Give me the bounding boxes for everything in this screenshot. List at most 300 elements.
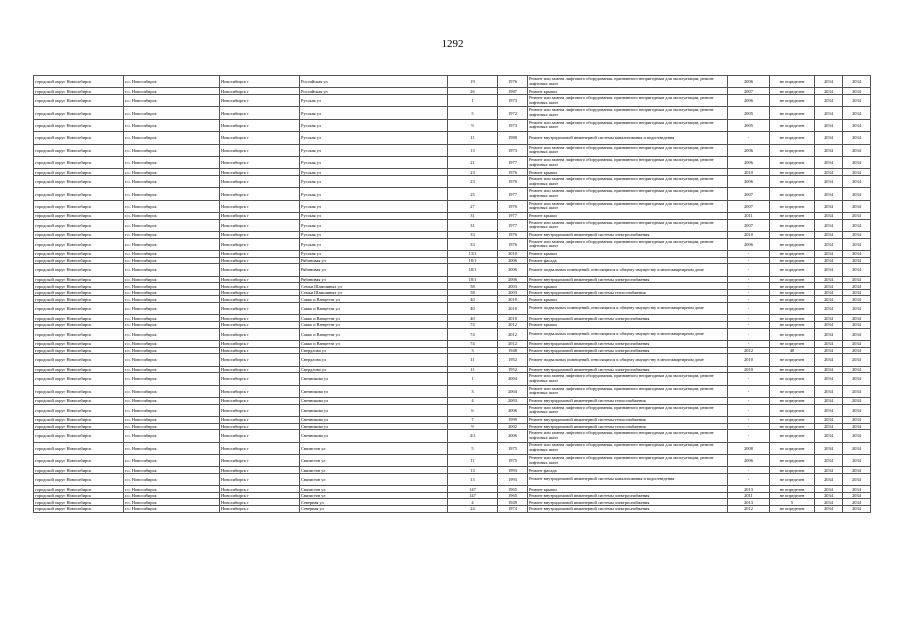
work-type-cell: Ремонт внутридомовой инженерной системы электроснабжения (528, 366, 728, 373)
plan-end-cell: 2034 (843, 257, 871, 264)
last-repair-year-cell: 2008 (728, 442, 770, 454)
street-cell: Свечникова ул (300, 404, 448, 416)
settlement-cell: г.о. Новосибирск (124, 232, 220, 239)
build-year-cell: 2010 (498, 251, 528, 258)
last-repair-year-cell: 2013 (728, 486, 770, 493)
municipality-cell: городской округ Новосибирск (34, 492, 124, 499)
table-row (34, 76, 871, 88)
plan-start-cell: 2034 (815, 88, 843, 95)
last-repair-year-cell: 2006 (728, 238, 770, 250)
wear-cell: не определен (770, 276, 815, 283)
wear-cell: не определен (770, 303, 815, 315)
last-repair-year-cell: - (728, 340, 770, 347)
city-cell: Новосибирск г (220, 264, 300, 276)
plan-start-cell: 2034 (815, 107, 843, 119)
street-cell: Свечникова ул (300, 423, 448, 430)
city-cell: Новосибирск г (220, 340, 300, 347)
house-number-cell: 25 (448, 188, 498, 200)
settlement-cell: г.о. Новосибирск (124, 251, 220, 258)
last-repair-year-cell: 2011 (728, 492, 770, 499)
wear-cell: не определен (770, 423, 815, 430)
build-year-cell: 2003 (498, 283, 528, 290)
last-repair-year-cell: - (728, 373, 770, 385)
municipality-cell: городской округ Новосибирск (34, 296, 124, 303)
build-year-cell: 1976 (498, 200, 528, 212)
house-number-cell: 40 (448, 296, 498, 303)
build-year-cell: 2010 (498, 303, 528, 315)
work-type-cell: Ремонт или замена лифтового оборудования, признанного непригодным для эксплуатации, ремонт лифтовых шахт (528, 76, 728, 88)
last-repair-year-cell: - (728, 303, 770, 315)
city-cell: Новосибирск г (220, 454, 300, 466)
house-number-cell: 147 (448, 492, 498, 499)
municipality-cell: городской округ Новосибирск (34, 499, 124, 506)
settlement-cell: г.о. Новосибирск (124, 107, 220, 119)
work-type-cell: Ремонт или замена лифтового оборудования, признанного непригодным для эксплуатации, ремонт лифтовых шахт (528, 94, 728, 106)
house-number-cell: 18/1 (448, 264, 498, 276)
wear-cell: не определен (770, 188, 815, 200)
work-type-cell: Ремонт или замена лифтового оборудования, признанного непригодным для эксплуатации, ремонт лифтовых шахт (528, 373, 728, 385)
build-year-cell: 1948 (498, 347, 528, 354)
table-row (34, 315, 871, 322)
city-cell: Новосибирск г (220, 442, 300, 454)
municipality-cell: городской округ Новосибирск (34, 76, 124, 88)
city-cell: Новосибирск г (220, 416, 300, 423)
municipality-cell: городской округ Новосибирск (34, 423, 124, 430)
plan-end-cell: 2034 (843, 486, 871, 493)
build-year-cell: 1976 (498, 238, 528, 250)
last-repair-year-cell: - (728, 404, 770, 416)
plan-end-cell: 2034 (843, 385, 871, 397)
build-year-cell: 2006 (498, 404, 528, 416)
plan-end-cell: 2034 (843, 238, 871, 250)
build-year-cell: 2003 (498, 397, 528, 404)
wear-cell: не определен (770, 76, 815, 88)
table-row (34, 328, 871, 340)
settlement-cell: г.о. Новосибирск (124, 442, 220, 454)
build-year-cell: 1965 (498, 486, 528, 493)
wear-cell: не определен (770, 94, 815, 106)
municipality-cell: городской округ Новосибирск (34, 264, 124, 276)
last-repair-year-cell: - (728, 328, 770, 340)
plan-start-cell: 2034 (815, 354, 843, 366)
plan-start-cell: 2034 (815, 467, 843, 474)
table-row (34, 467, 871, 474)
wear-cell: не определен (770, 430, 815, 442)
last-repair-year-cell: 2010 (728, 232, 770, 239)
table-row (34, 303, 871, 315)
work-type-cell: Ремонт внутридомовой инженерной системы электроснабжения (528, 232, 728, 239)
street-cell: Свердлова ул (300, 347, 448, 354)
wear-cell: не определен (770, 315, 815, 322)
wear-cell: не определен (770, 442, 815, 454)
municipality-cell: городской округ Новосибирск (34, 473, 124, 485)
street-cell: Русская ул (300, 94, 448, 106)
work-type-cell: Ремонт или замена лифтового оборудования, признанного непригодным для эксплуатации, ремонт лифтовых шахт (528, 238, 728, 250)
street-cell: Русская ул (300, 119, 448, 131)
settlement-cell: г.о. Новосибирск (124, 169, 220, 176)
settlement-cell: г.о. Новосибирск (124, 492, 220, 499)
settlement-cell: г.о. Новосибирск (124, 385, 220, 397)
table-row (34, 107, 871, 119)
plan-end-cell: 2034 (843, 119, 871, 131)
house-number-cell: 18/1 (448, 257, 498, 264)
settlement-cell: г.о. Новосибирск (124, 423, 220, 430)
house-number-cell: 19 (448, 76, 498, 88)
plan-end-cell: 2034 (843, 88, 871, 95)
house-number-cell: 74 (448, 322, 498, 329)
settlement-cell: г.о. Новосибирск (124, 94, 220, 106)
plan-end-cell: 2034 (843, 328, 871, 340)
plan-start-cell: 2034 (815, 132, 843, 144)
municipality-cell: городской округ Новосибирск (34, 132, 124, 144)
house-number-cell: 13 (448, 473, 498, 485)
last-repair-year-cell: - (728, 264, 770, 276)
street-cell: Русская ул (300, 144, 448, 156)
wear-cell: 5 (770, 499, 815, 506)
street-cell: Рябиновая ул (300, 276, 448, 283)
last-repair-year-cell: - (728, 315, 770, 322)
plan-end-cell: 2034 (843, 232, 871, 239)
municipality-cell: городской округ Новосибирск (34, 430, 124, 442)
plan-end-cell: 2034 (843, 366, 871, 373)
house-number-cell: 4 (448, 397, 498, 404)
street-cell: Свердлова ул (300, 366, 448, 373)
city-cell: Новосибирск г (220, 506, 300, 513)
settlement-cell: г.о. Новосибирск (124, 499, 220, 506)
work-type-cell: Ремонт или замена лифтового оборудования, признанного непригодным для эксплуатации, ремонт лифтовых шахт (528, 200, 728, 212)
work-type-cell: Ремонт или замена лифтового оборудования, признанного непригодным для эксплуатации, ремонт лифтовых шахт (528, 175, 728, 187)
wear-cell: не определен (770, 454, 815, 466)
table-row (34, 119, 871, 131)
work-type-cell: Ремонт крыши (528, 322, 728, 329)
work-type-cell: Ремонт или замена лифтового оборудования, признанного непригодным для эксплуатации, ремонт лифтовых шахт (528, 156, 728, 168)
work-type-cell: Ремонт внутридомовой инженерной системы электроснабжения (528, 315, 728, 322)
build-year-cell: 1976 (498, 175, 528, 187)
plan-end-cell: 2034 (843, 188, 871, 200)
street-cell: Свечникова ул (300, 373, 448, 385)
build-year-cell: 2006 (498, 430, 528, 442)
city-cell: Новосибирск г (220, 354, 300, 366)
work-type-cell: Ремонт или замена лифтового оборудования, признанного непригодным для эксплуатации, ремонт лифтовых шахт (528, 219, 728, 231)
table-row (34, 289, 871, 296)
street-cell: Русская ул (300, 251, 448, 258)
build-year-cell: 2003 (498, 289, 528, 296)
table-row (34, 213, 871, 220)
wear-cell: не определен (770, 119, 815, 131)
settlement-cell: г.о. Новосибирск (124, 303, 220, 315)
house-number-cell: 147 (448, 486, 498, 493)
build-year-cell: 1976 (498, 232, 528, 239)
table-row (34, 397, 871, 404)
wear-cell: не определен (770, 506, 815, 513)
work-type-cell: Ремонт или замена лифтового оборудования, признанного непригодным для эксплуатации, ремонт лифтовых шахт (528, 385, 728, 397)
work-type-cell: Ремонт или замена лифтового оборудования, признанного непригодным для эксплуатации, ремонт лифтовых шахт (528, 119, 728, 131)
build-year-cell: 1973 (498, 144, 528, 156)
plan-end-cell: 2034 (843, 322, 871, 329)
last-repair-year-cell: - (728, 276, 770, 283)
build-year-cell: 1993 (498, 467, 528, 474)
last-repair-year-cell: 2007 (728, 219, 770, 231)
street-cell: Связистов ул (300, 454, 448, 466)
house-number-cell: 74 (448, 328, 498, 340)
last-repair-year-cell: 2006 (728, 454, 770, 466)
city-cell: Новосибирск г (220, 200, 300, 212)
work-type-cell: Ремонт крыши (528, 88, 728, 95)
plan-start-cell: 2034 (815, 119, 843, 131)
last-repair-year-cell: 2010 (728, 354, 770, 366)
municipality-cell: городской округ Новосибирск (34, 404, 124, 416)
street-cell: Русская ул (300, 200, 448, 212)
city-cell: Новосибирск г (220, 347, 300, 354)
plan-end-cell: 2034 (843, 76, 871, 88)
street-cell: Русская ул (300, 156, 448, 168)
work-type-cell: Ремонт или замена лифтового оборудования, признанного непригодным для эксплуатации, ремонт лифтовых шахт (528, 144, 728, 156)
last-repair-year-cell: 2010 (728, 169, 770, 176)
table-row (34, 251, 871, 258)
municipality-cell: городской округ Новосибирск (34, 200, 124, 212)
house-number-cell: 3 (448, 347, 498, 354)
house-number-cell: 1 (448, 94, 498, 106)
wear-cell: не определен (770, 404, 815, 416)
street-cell: Связистов ул (300, 486, 448, 493)
plan-end-cell: 2034 (843, 404, 871, 416)
city-cell: Новосибирск г (220, 328, 300, 340)
street-cell: Русская ул (300, 175, 448, 187)
wear-cell: не определен (770, 175, 815, 187)
house-number-cell: 13/1 (448, 251, 498, 258)
street-cell: Сакко и Ванцетти ул (300, 340, 448, 347)
build-year-cell: 1976 (498, 76, 528, 88)
street-cell: Семьи Шамшиных ул (300, 289, 448, 296)
plan-end-cell: 2034 (843, 423, 871, 430)
last-repair-year-cell: 2012 (728, 506, 770, 513)
table-row (34, 175, 871, 187)
wear-cell: не определен (770, 283, 815, 290)
build-year-cell: 1993 (498, 473, 528, 485)
work-type-cell: Ремонт крыши (528, 296, 728, 303)
city-cell: Новосибирск г (220, 430, 300, 442)
street-cell: Рябиновая ул (300, 257, 448, 264)
build-year-cell: 1977 (498, 188, 528, 200)
settlement-cell: г.о. Новосибирск (124, 486, 220, 493)
wear-cell: не определен (770, 88, 815, 95)
work-type-cell: Ремонт внутридомовой инженерной системы электроснабжения (528, 506, 728, 513)
plan-start-cell: 2034 (815, 94, 843, 106)
house-number-cell: 26 (448, 88, 498, 95)
plan-end-cell: 2034 (843, 94, 871, 106)
table-row (34, 322, 871, 329)
city-cell: Новосибирск г (220, 251, 300, 258)
last-repair-year-cell: 2013 (728, 499, 770, 506)
build-year-cell: 1977 (498, 219, 528, 231)
table-row (34, 238, 871, 250)
house-number-cell: 31 (448, 213, 498, 220)
municipality-cell: городской округ Новосибирск (34, 175, 124, 187)
wear-cell: не определен (770, 144, 815, 156)
city-cell: Новосибирск г (220, 169, 300, 176)
work-type-cell: Ремонт или замена лифтового оборудования, признанного непригодным для эксплуатации, ремонт лифтовых шахт (528, 188, 728, 200)
table-row (34, 404, 871, 416)
wear-cell: не определен (770, 328, 815, 340)
house-number-cell: 33 (448, 232, 498, 239)
table-row (34, 132, 871, 144)
plan-end-cell: 2034 (843, 354, 871, 366)
municipality-cell: городской округ Новосибирск (34, 213, 124, 220)
table-row (34, 257, 871, 264)
plan-end-cell: 2034 (843, 340, 871, 347)
city-cell: Новосибирск г (220, 76, 300, 88)
work-type-cell: Ремонт фасада (528, 467, 728, 474)
plan-start-cell: 2034 (815, 251, 843, 258)
table-row (34, 219, 871, 231)
street-cell: Русская ул (300, 232, 448, 239)
plan-end-cell: 2034 (843, 416, 871, 423)
table-row (34, 232, 871, 239)
settlement-cell: г.о. Новосибирск (124, 328, 220, 340)
municipality-cell: городской округ Новосибирск (34, 347, 124, 354)
city-cell: Новосибирск г (220, 315, 300, 322)
municipality-cell: городской округ Новосибирск (34, 257, 124, 264)
work-type-cell: Ремонт внутридомовой инженерной системы теплоснабжения (528, 416, 728, 423)
build-year-cell: 2006 (498, 257, 528, 264)
wear-cell: не определен (770, 486, 815, 493)
plan-end-cell: 2034 (843, 296, 871, 303)
street-cell: Свечникова ул (300, 385, 448, 397)
wear-cell: не определен (770, 354, 815, 366)
house-number-cell: 5 (448, 442, 498, 454)
build-year-cell: 2006 (498, 264, 528, 276)
house-number-cell: 74 (448, 340, 498, 347)
work-type-cell: Ремонт подвальных помещений, относящихся к общему имуществу в многоквартирном доме (528, 264, 728, 276)
settlement-cell: г.о. Новосибирск (124, 506, 220, 513)
street-cell: Российская ул (300, 88, 448, 95)
plan-end-cell: 2034 (843, 251, 871, 258)
wear-cell: не определен (770, 132, 815, 144)
settlement-cell: г.о. Новосибирск (124, 347, 220, 354)
plan-end-cell: 2034 (843, 144, 871, 156)
wear-cell: не определен (770, 322, 815, 329)
settlement-cell: г.о. Новосибирск (124, 322, 220, 329)
house-number-cell: 4/1 (448, 430, 498, 442)
table-row (34, 156, 871, 168)
wear-cell: не определен (770, 467, 815, 474)
table-row (34, 188, 871, 200)
build-year-cell: 2012 (498, 328, 528, 340)
table-row (34, 276, 871, 283)
street-cell: Русская ул (300, 213, 448, 220)
city-cell: Новосибирск г (220, 385, 300, 397)
plan-start-cell: 2034 (815, 454, 843, 466)
house-number-cell: 11 (448, 354, 498, 366)
last-repair-year-cell: - (728, 416, 770, 423)
municipality-cell: городской округ Новосибирск (34, 169, 124, 176)
build-year-cell: 2004 (498, 385, 528, 397)
work-type-cell: Ремонт подвальных помещений, относящихся к общему имуществу в многоквартирном доме (528, 354, 728, 366)
wear-cell: не определен (770, 373, 815, 385)
settlement-cell: г.о. Новосибирск (124, 373, 220, 385)
work-type-cell: Ремонт внутридомовой инженерной системы теплоснабжения (528, 397, 728, 404)
work-type-cell: Ремонт крыши (528, 251, 728, 258)
house-number-cell: 1 (448, 373, 498, 385)
plan-start-cell: 2034 (815, 276, 843, 283)
municipality-cell: городской округ Новосибирск (34, 144, 124, 156)
table-row (34, 486, 871, 493)
house-number-cell: 11 (448, 366, 498, 373)
work-type-cell: Ремонт внутридомовой инженерной системы электроснабжения (528, 347, 728, 354)
plan-end-cell: 2034 (843, 200, 871, 212)
street-cell: Свечникова ул (300, 430, 448, 442)
work-type-cell: Ремонт внутридомовой инженерной системы теплоснабжения (528, 289, 728, 296)
plan-start-cell: 2034 (815, 373, 843, 385)
work-type-cell: Ремонт внутридомовой инженерной системы канализования и водоотведения (528, 132, 728, 144)
plan-start-cell: 2034 (815, 289, 843, 296)
city-cell: Новосибирск г (220, 107, 300, 119)
street-cell: Российская ул (300, 76, 448, 88)
last-repair-year-cell: - (728, 322, 770, 329)
table-row (34, 264, 871, 276)
house-number-cell: 40 (448, 315, 498, 322)
build-year-cell: 2010 (498, 296, 528, 303)
settlement-cell: г.о. Новосибирск (124, 366, 220, 373)
wear-cell: не определен (770, 385, 815, 397)
last-repair-year-cell: - (728, 289, 770, 296)
plan-end-cell: 2034 (843, 373, 871, 385)
plan-end-cell: 2034 (843, 442, 871, 454)
plan-end-cell: 2034 (843, 276, 871, 283)
house-number-cell: 3 (448, 385, 498, 397)
street-cell: Русская ул (300, 238, 448, 250)
city-cell: Новосибирск г (220, 188, 300, 200)
plan-start-cell: 2034 (815, 347, 843, 354)
municipality-cell: городской округ Новосибирск (34, 107, 124, 119)
work-type-cell: Ремонт внутридомовой инженерной системы электроснабжения (528, 276, 728, 283)
settlement-cell: г.о. Новосибирск (124, 219, 220, 231)
last-repair-year-cell: 2006 (728, 94, 770, 106)
plan-end-cell: 2034 (843, 454, 871, 466)
table-row (34, 144, 871, 156)
build-year-cell: 1949 (498, 499, 528, 506)
plan-start-cell: 2034 (815, 156, 843, 168)
street-cell: Связистов ул (300, 492, 448, 499)
plan-start-cell: 2034 (815, 397, 843, 404)
settlement-cell: г.о. Новосибирск (124, 276, 220, 283)
house-number-cell: 18/1 (448, 276, 498, 283)
plan-start-cell: 2034 (815, 385, 843, 397)
last-repair-year-cell: 2005 (728, 107, 770, 119)
table-row (34, 454, 871, 466)
last-repair-year-cell: - (728, 467, 770, 474)
city-cell: Новосибирск г (220, 276, 300, 283)
plan-start-cell: 2034 (815, 340, 843, 347)
wear-cell: не определен (770, 156, 815, 168)
city-cell: Новосибирск г (220, 423, 300, 430)
settlement-cell: г.о. Новосибирск (124, 213, 220, 220)
plan-end-cell: 2034 (843, 430, 871, 442)
plan-start-cell: 2034 (815, 506, 843, 513)
municipality-cell: городской округ Новосибирск (34, 219, 124, 231)
house-number-cell: 21 (448, 156, 498, 168)
last-repair-year-cell: 2005 (728, 119, 770, 131)
street-cell: Северная ул (300, 506, 448, 513)
build-year-cell: 1973 (498, 119, 528, 131)
work-type-cell: Ремонт крыши (528, 169, 728, 176)
wear-cell: не определен (770, 492, 815, 499)
settlement-cell: г.о. Новосибирск (124, 473, 220, 485)
city-cell: Новосибирск г (220, 373, 300, 385)
plan-end-cell: 2034 (843, 107, 871, 119)
last-repair-year-cell: - (728, 397, 770, 404)
city-cell: Новосибирск г (220, 366, 300, 373)
